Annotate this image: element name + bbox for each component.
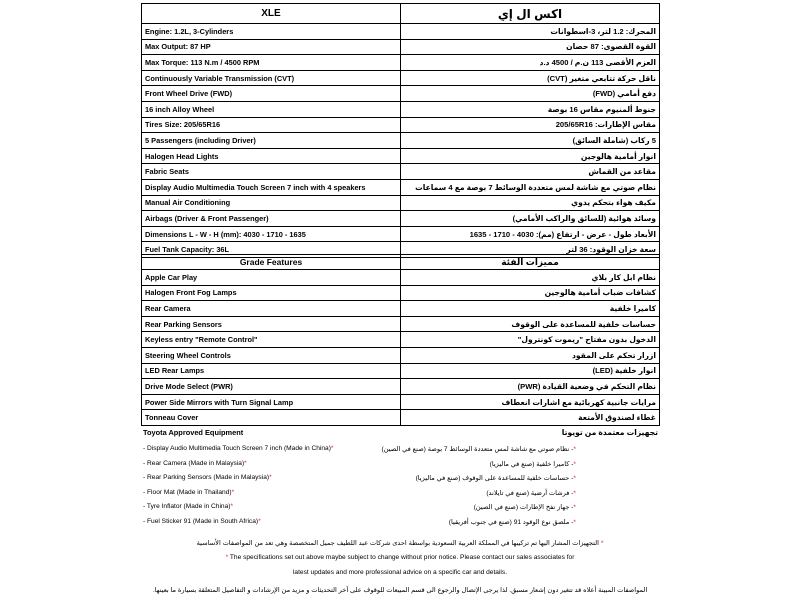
specs-item-ar: الأبعاد طول - عرض - ارتفاع (مم): 4030 - 1710 - 1635 (401, 226, 660, 242)
specs-row (142, 179, 660, 195)
specs-item-en: Fuel Tank Capacity: 36L (142, 242, 401, 258)
features-item-ar: كاميرا خلفية (401, 301, 660, 317)
features-item-en: Halogen Front Fog Lamps (142, 285, 401, 301)
specs-item-en: Continuously Variable Transmission (CVT) (142, 70, 401, 86)
specs-item-en: Manual Air Conditioning (142, 195, 401, 211)
specs-row (142, 148, 660, 164)
features-item-ar: نظام التحكم في وضعية القيادة (PWR) (401, 379, 660, 395)
features-item-ar: حساسات خلفية للمساعدة على الوقوف (401, 316, 660, 332)
specs-item-ar: العزم الأقصى 113 ن.م / 4500 د.د (401, 55, 660, 71)
features-item-ar: غطاء لصندوق الأمتعة (401, 410, 660, 426)
specs-row (142, 164, 660, 180)
features-row (142, 410, 660, 426)
specs-item-en: Halogen Head Lights (142, 148, 401, 164)
specs-item-en: Front Wheel Drive (FWD) (142, 86, 401, 102)
specs-row (142, 117, 660, 133)
specs-row (142, 211, 660, 227)
features-item-en: LED Rear Lamps (142, 363, 401, 379)
specs-item-en: Max Torque: 113 N.m / 4500 RPM (142, 55, 401, 71)
features-item-ar: مرايات جانبية كهربائية مع اشارات انعطاف (401, 394, 660, 410)
specs-item-en: 5 Passengers (including Driver) (142, 133, 401, 149)
equipment-item (141, 445, 660, 458)
specs-row (142, 226, 660, 242)
specs-row (142, 195, 660, 211)
specs-item-en: Fabric Seats (142, 164, 401, 180)
equipment-item-ar: *- جهاز نفخ الإطارات (صنع في الصين) (473, 504, 576, 511)
specs-header-en: XLE (142, 4, 401, 24)
note-ar-1: * التجهيزات المشار اليها تم تركيبها في المملكة العربية السعودية بواسطة احدى شركات عبد اللطيف جميل المتخصصة وهي تعد من المواصفات الأساسية (196, 540, 604, 547)
specs-item-en: Engine: 1.2L, 3-Cylinders (142, 24, 401, 40)
features-header-en: Grade Features (142, 255, 401, 270)
features-item-ar: ازرار تحكم على المقود (401, 347, 660, 363)
features-header-ar: مميزات الفئة (401, 255, 660, 270)
specs-row (142, 133, 660, 149)
features-item-ar: نظام ابل كار بلاي (401, 270, 660, 286)
equipment-item-en: - Tyre Inflator (Made in China)* (143, 503, 234, 510)
equipment-item-ar: *- فرشات أرضية (صنع في تايلاند) (486, 489, 576, 497)
equipment-item (141, 460, 660, 473)
specs-item-en: Display Audio Multimedia Touch Screen 7 inch with 4 speakers (142, 179, 401, 195)
features-row (142, 347, 660, 363)
equipment-item-en: - Rear Parking Sensors (Made in Malaysia)* (143, 474, 272, 481)
equipment-item-en: - Rear Camera (Made in Malaysia)* (143, 459, 247, 467)
specs-item-ar: نظام صوتي مع شاشة لمس متعددة الوسائط 7 بوصة مع 4 سماعات (401, 179, 660, 195)
equipment-item (141, 503, 660, 516)
note-en-2: latest updates and more professional advice on a specific car and details. (292, 569, 508, 576)
equipment-item-en: - Floor Mat (Made in Thailand)* (143, 488, 235, 496)
equipment-item (141, 474, 660, 487)
specs-row (142, 101, 660, 117)
equipment-item (141, 489, 660, 502)
features-item-en: Rear Parking Sensors (142, 316, 401, 332)
features-row (142, 379, 660, 395)
equipment-title-en: Toyota Approved Equipment (143, 428, 244, 437)
equipment-item-ar: *- كاميرا خلفية (صنع في ماليزيا) (489, 460, 576, 468)
specs-row (142, 86, 660, 102)
features-item-en: Rear Camera (142, 301, 401, 317)
specs-item-en: Max Output: 87 HP (142, 39, 401, 55)
specs-row (142, 70, 660, 86)
features-item-ar: كشافات ضباب أمامية هالوجين (401, 285, 660, 301)
equipment-item-ar: *- ملصق نوع الوقود 91 (صنع في جنوب أفريقيا) (448, 518, 576, 526)
specs-item-en: Airbags (Driver & Front Passenger) (142, 211, 401, 227)
specs-item-ar: جنوط ألمنيوم مقاس 16 بوصة (401, 101, 660, 117)
specs-table (141, 3, 660, 258)
specs-item-ar: وسائد هوائية (للسائق والراكب الأمامي) (401, 211, 660, 227)
specs-item-ar: سعة خزان الوقود: 36 لتر (401, 242, 660, 258)
specs-item-ar: ناقل حركة تتابعي متغير (CVT) (401, 70, 660, 86)
specs-item-ar: المحرك: 1.2 لتر، 3-اسطوانات (401, 24, 660, 40)
features-item-en: Power Side Mirrors with Turn Signal Lamp (142, 394, 401, 410)
equipment-title-ar: تجهيزات معتمدة من تويوتا (561, 428, 658, 437)
specs-item-ar: 5 ركاب (شاملة السائق) (401, 133, 660, 149)
specs-row (142, 24, 660, 40)
equipment-item-en: - Fuel Sticker 91 (Made in South Africa)* (143, 517, 261, 525)
features-item-ar: الدخول بدون مفتاح "ريموت كونترول" (401, 332, 660, 348)
equipment-item-en: - Display Audio Multimedia Touch Screen 7 inch (Made in China)* (143, 445, 334, 452)
specs-row (142, 55, 660, 71)
note-en-1: * The specifications set out above maybe subject to change without prior notice. Please contact our sales associates for (225, 554, 575, 561)
specs-row (142, 39, 660, 55)
specs-item-ar: انوار أمامية هالوجين (401, 148, 660, 164)
features-item-en: Apple Car Play (142, 270, 401, 286)
features-item-en: Drive Mode Select (PWR) (142, 379, 401, 395)
features-item-en: Keyless entry "Remote Control" (142, 332, 401, 348)
specs-header-ar: اكس ال إي (401, 4, 660, 24)
features-row (142, 394, 660, 410)
specs-item-en: Tires Size: 205/65R16 (142, 117, 401, 133)
equipment-item (141, 518, 660, 531)
features-row (142, 316, 660, 332)
specs-item-ar: مقاعد من القماش (401, 164, 660, 180)
features-row (142, 363, 660, 379)
features-row (142, 332, 660, 348)
features-row (142, 270, 660, 286)
features-item-en: Steering Wheel Controls (142, 347, 401, 363)
equipment-item-ar: *- حساسات خلفية للمساعدة على الوقوف (صنع في ماليزيا) (415, 475, 576, 482)
features-row (142, 285, 660, 301)
features-table (141, 254, 660, 426)
specs-item-ar: مكيف هواء بتحكم يدوي (401, 195, 660, 211)
specs-item-ar: دفع أمامي (FWD) (401, 86, 660, 102)
features-item-en: Tonneau Cover (142, 410, 401, 426)
specs-item-ar: مقاس الإطارات: 205/65R16 (401, 117, 660, 133)
features-row (142, 301, 660, 317)
note-ar-2: المواصفات المبينة أعلاه قد تتغير دون إشعار مسبق. لذا يرجى الإتصال والرجوع الى قسم المبيعات للوقوف على آخر التحديثات و مزيد من الإرشادات و التفاصيل المتعلقة بسيارة ما بعينها. (152, 587, 648, 594)
specs-item-en: Dimensions L - W - H (mm): 4030 - 1710 - 1635 (142, 226, 401, 242)
specs-item-en: 16 inch Alloy Wheel (142, 101, 401, 117)
equipment-item-ar: *- نظام صوتي مع شاشة لمس متعددة الوسائط 7 بوصة (صنع في الصين) (381, 446, 576, 453)
features-item-ar: انوار خلفية (LED) (401, 363, 660, 379)
specs-item-ar: القوة القصوى: 87 حصان (401, 39, 660, 55)
